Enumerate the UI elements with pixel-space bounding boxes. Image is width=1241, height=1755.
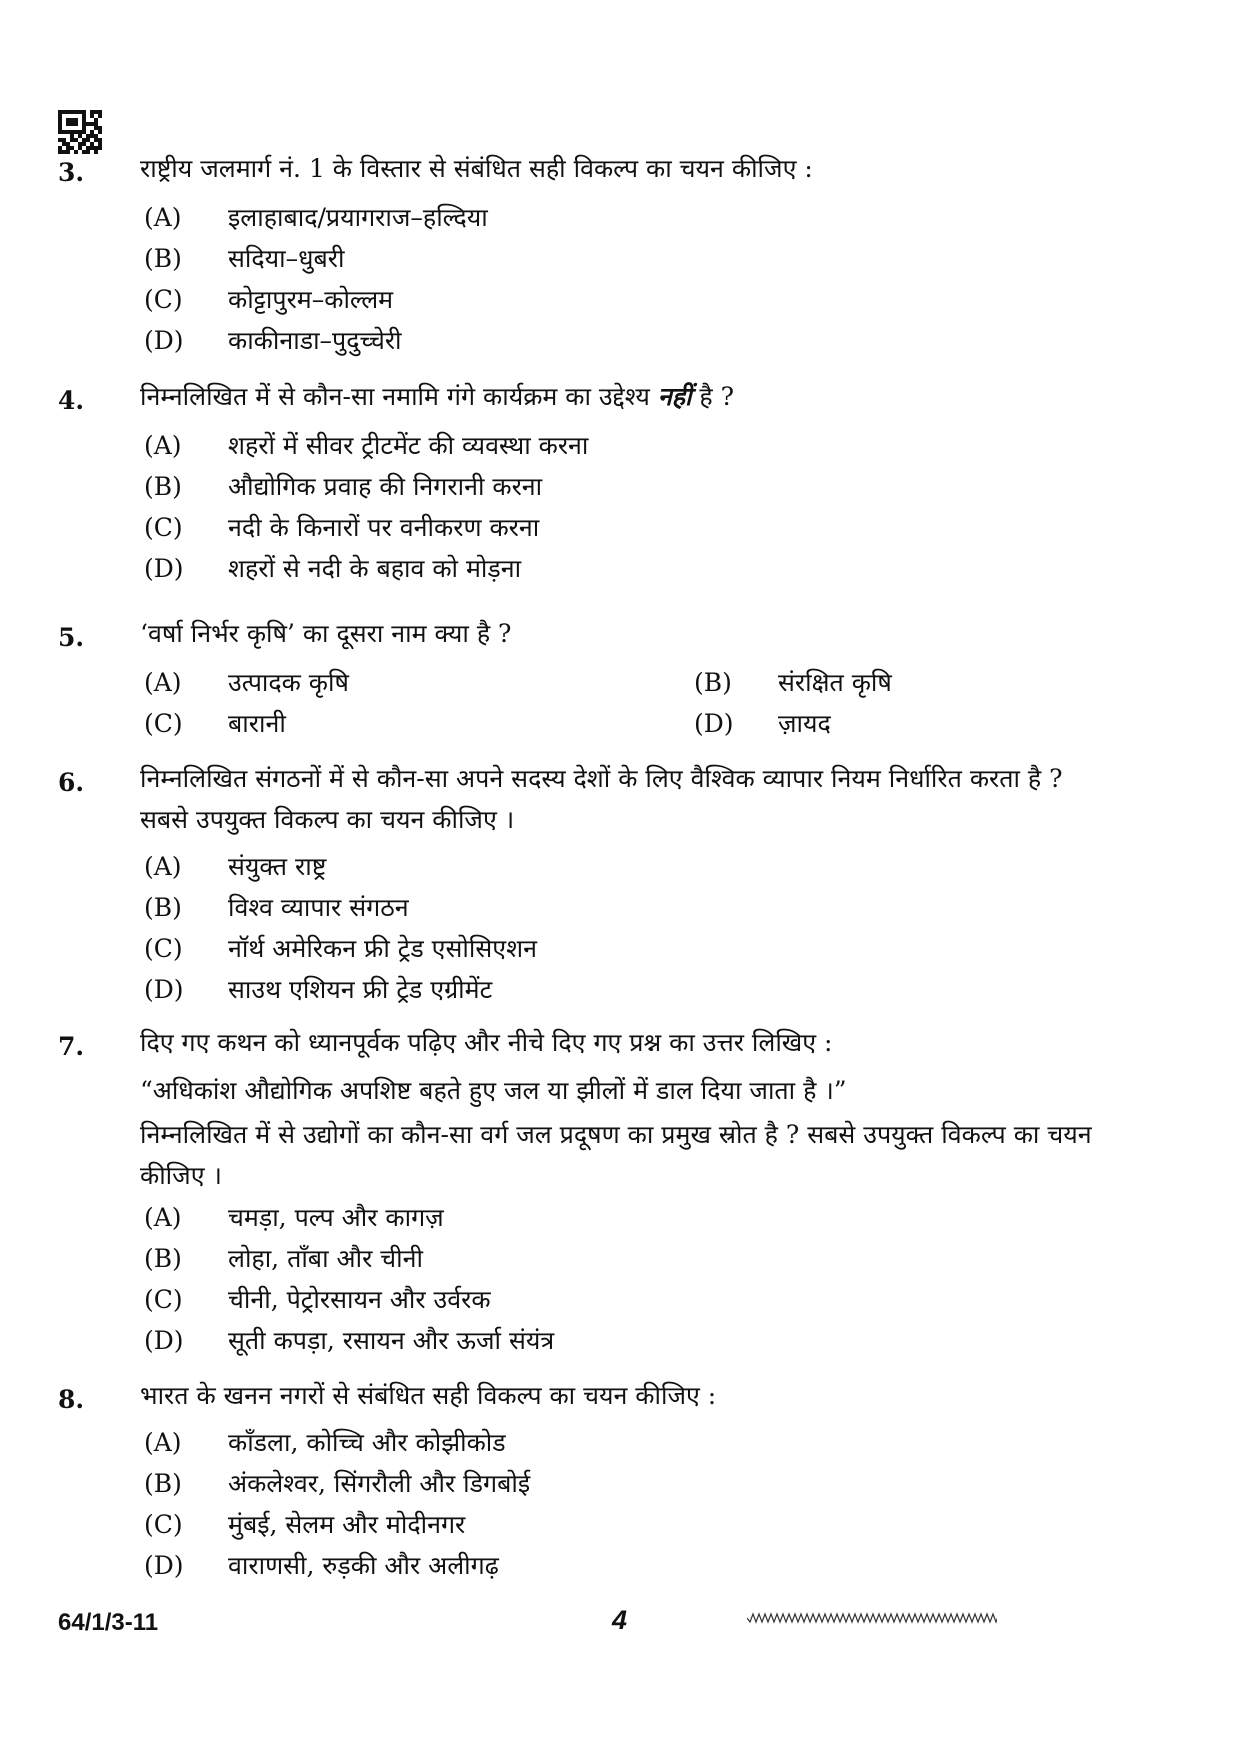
option-text: इलाहाबाद/प्रयागराज–हल्दिया (228, 203, 488, 232)
option-text: चीनी, पेट्रोरसायन और उर्वरक (228, 1285, 491, 1314)
option (140, 469, 542, 505)
option-label: (C) (144, 1510, 183, 1539)
option-text: कोट्टापुरम–कोल्लम (228, 285, 394, 314)
option (140, 428, 588, 464)
option-text: नॉर्थ अमेरिकन फ्री ट्रेड एसोसिएशन (228, 934, 537, 963)
option-label: (B) (144, 472, 182, 501)
option-text: लोहा, ताँबा और चीनी (228, 1244, 423, 1273)
option (140, 1282, 491, 1318)
option-label: (D) (144, 975, 184, 1004)
option-label: (A) (144, 203, 182, 232)
option (140, 510, 539, 546)
option (140, 1548, 499, 1584)
question-number: 5. (58, 623, 85, 652)
squiggle-line (747, 1612, 997, 1624)
option-text: शहरों से नदी के बहाव को मोड़ना (228, 554, 522, 583)
option-label: (B) (144, 1469, 182, 1498)
option-label: (A) (144, 1203, 182, 1232)
option (140, 241, 344, 277)
emphasis-not: नहीं (657, 382, 692, 411)
option-label: (A) (144, 668, 182, 697)
question-text: ‘वर्षा निर्भर कृषि’ का दूसरा नाम क्या है ? (140, 619, 512, 648)
question-text (140, 376, 1110, 417)
option (140, 1323, 554, 1359)
option (140, 1466, 530, 1502)
question-number: 8. (58, 1385, 85, 1414)
option (140, 890, 409, 926)
question-text: भारत के खनन नगरों से संबंधित सही विकल्प का चयन कीजिए : (140, 1381, 717, 1410)
option (690, 665, 892, 701)
option (140, 665, 349, 701)
option (140, 551, 521, 587)
option-label: (C) (144, 934, 183, 963)
option-text: ज़ायद (778, 709, 831, 738)
option-label: (D) (144, 554, 184, 583)
option-label: (D) (144, 326, 184, 355)
option (140, 931, 537, 967)
question-text-part: है ? (699, 382, 735, 411)
option (140, 1241, 423, 1277)
question-text-part: निम्नलिखित में से कौन-सा नमामि गंगे कार्यक्रम का उद्देश्य (140, 382, 650, 411)
option (140, 1425, 506, 1461)
option-label: (D) (144, 1551, 184, 1580)
option-label: (D) (144, 1326, 184, 1355)
question-text: दिए गए कथन को ध्यानपूर्वक पढ़िए और नीचे दिए गए प्रश्न का उत्तर लिखिए : (140, 1028, 833, 1057)
option-label: (C) (144, 285, 183, 314)
option-label: (D) (694, 709, 734, 738)
option (140, 849, 326, 885)
option-text: सूती कपड़ा, रसायन और ऊर्जा संयंत्र (228, 1326, 555, 1355)
option-text: अंकलेश्वर, सिंगरौली और डिगबोई (228, 1469, 531, 1498)
option-text: वाराणसी, रुड़की और अलीगढ़ (228, 1551, 499, 1580)
option (140, 282, 393, 318)
question-text-continued: निम्नलिखित में से उद्योगों का कौन-सा वर्ग जल प्रदूषण का प्रमुख स्रोत है ? सबसे उपयुक्त विकल्प का चयन कीजिए । (140, 1120, 1092, 1190)
paper-code: 64/1/3-11 (58, 1609, 159, 1636)
option-label: (C) (144, 709, 183, 738)
option-label: (C) (144, 513, 183, 542)
option-label: (A) (144, 1428, 182, 1457)
option-text: औद्योगिक प्रवाह की निगरानी करना (228, 472, 543, 501)
option (140, 1200, 444, 1236)
option-text: साउथ एशियन फ्री ट्रेड एग्रीमेंट (228, 975, 493, 1004)
option-label: (B) (694, 668, 732, 697)
option-text: मुंबई, सेलम और मोदीनगर (228, 1510, 466, 1539)
question-number: 4. (58, 386, 85, 415)
option-text: संयुक्त राष्ट्र (228, 852, 327, 881)
page-number: 4 (612, 1605, 628, 1635)
question-number: 3. (58, 158, 85, 187)
option-text: शहरों में सीवर ट्रीटमेंट की व्यवस्था करना (228, 431, 589, 460)
option (140, 323, 402, 359)
question-number: 6. (58, 768, 85, 797)
option-text: चमड़ा, पल्प और कागज़ (228, 1203, 444, 1232)
option-label: (A) (144, 431, 182, 460)
question-text: राष्ट्रीय जलमार्ग नं. 1 के विस्तार से संबंधित सही विकल्प का चयन कीजिए : (140, 154, 813, 183)
qr-code (58, 110, 102, 152)
option-text: काँडला, कोच्चि और कोझीकोड (228, 1428, 506, 1457)
option (140, 1507, 465, 1543)
option-label: (B) (144, 893, 182, 922)
option (690, 706, 831, 742)
option-text: विश्व व्यापार संगठन (228, 893, 409, 922)
option (140, 200, 488, 236)
option-text: उत्पादक कृषि (228, 668, 349, 697)
option (140, 706, 286, 742)
option-label: (B) (144, 244, 182, 273)
option-text: काकीनाडा–पुदुच्चेरी (228, 326, 402, 355)
option-label: (C) (144, 1285, 183, 1314)
option-text: सदिया–धुबरी (228, 244, 345, 273)
option-text: बारानी (228, 709, 286, 738)
option-text: नदी के किनारों पर वनीकरण करना (228, 513, 540, 542)
option-text: संरक्षित कृषि (778, 668, 892, 697)
question-text: निम्नलिखित संगठनों में से कौन-सा अपने सदस्य देशों के लिए वैश्विक व्यापार नियम निर्धारित करता है ? सबसे उपयुक्त विकल्प का चयन कीजिए । (140, 764, 1063, 834)
question-number: 7. (58, 1032, 85, 1061)
option-label: (A) (144, 852, 182, 881)
option (140, 972, 492, 1008)
quoted-statement: “अधिकांश औद्योगिक अपशिष्ट बहते हुए जल या झीलों में डाल दिया जाता है ।” (140, 1076, 847, 1105)
option-label: (B) (144, 1244, 182, 1273)
